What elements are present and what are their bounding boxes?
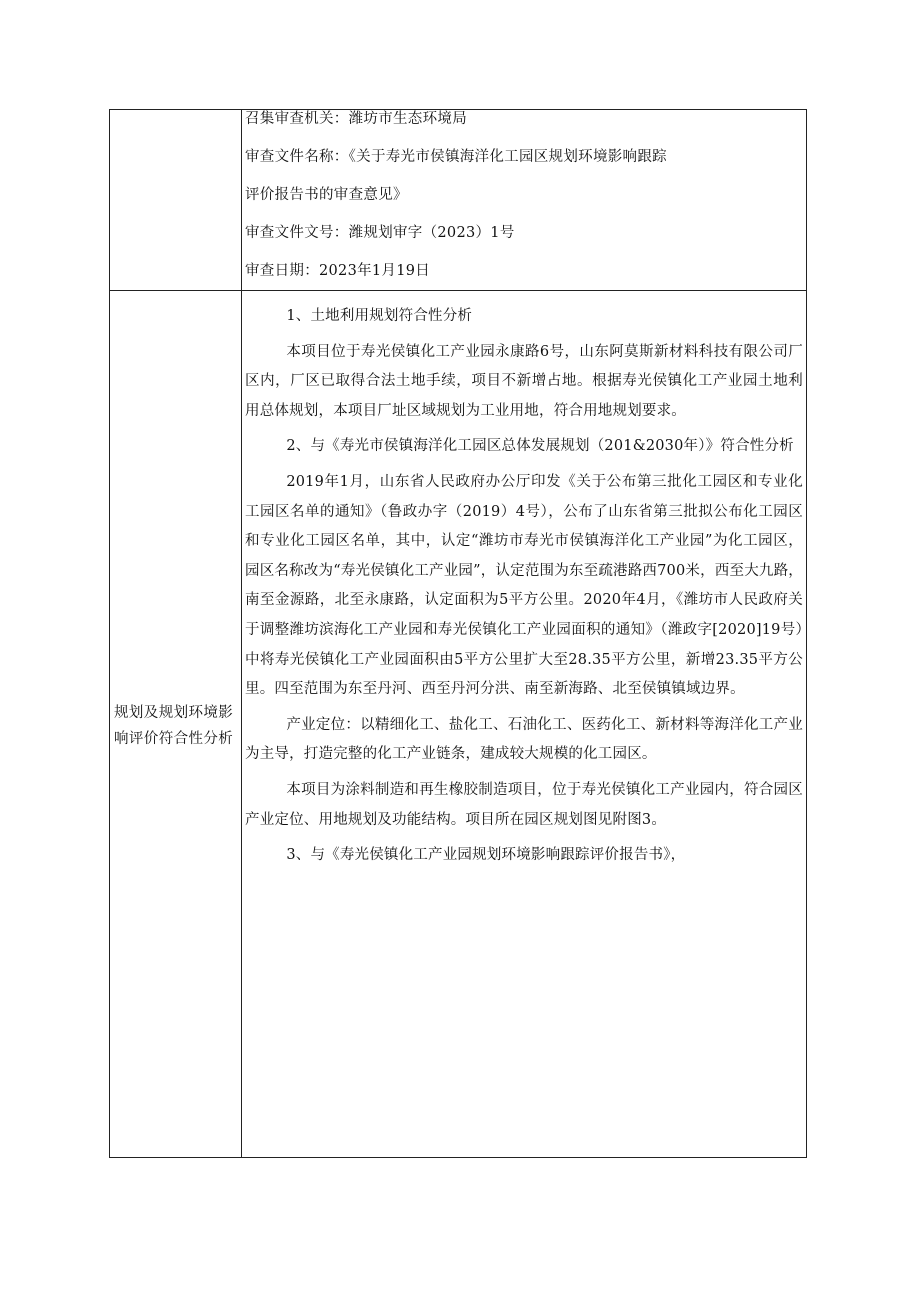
table-row-review-info [110,110,806,291]
review-meta [245,110,802,300]
heading-park-plan: 2、与《寿光市侯镇海洋化工园区总体发展规划（201&2030年）》符合性分析 [286,438,794,455]
table-row-compliance-analysis [110,291,806,1157]
left-cell-empty [110,110,242,290]
paragraph-land-use: 本项目位于寿光侯镇化工产业园永康路6号，山东阿莫斯新材料科技有限公司厂区内，厂区已取得合法土地手续，项目不新增占地。根据寿光侯镇化工产业园土地利用总体规划，本项目厂址区域规划为工业用地，符合用地规划要求。 [245,343,803,419]
paragraph-industry-positioning: 产业定位：以精细化工、盐化工、石油化工、医药化工、新材料等海洋化工产业为主导，打造完整的化工产业链条，建成较大规模的化工园区。 [245,716,803,763]
heading-land-use: 1、土地利用规划符合性分析 [286,308,473,324]
paragraph-park-history: 2019年1月，山东省人民政府办公厅印发《关于公布第三批化工园区和专业化工园区名单的通知》（鲁政办字（2019）4号），公布了山东省第三批拟公布化工园区和专业化工园区名单，其中，认定“潍坊市寿光市侯镇海洋化工产业园”为化工园区，园区名称改为“寿光侯镇化工产业园”，认定范围为东至疏港路西700米，西至大九路，南至金源路，北至永康路，认定面积为5平方公里。2020年4月，《潍坊市人民政府关于调整潍坊滨海化工产业园和寿光侯镇化工产业园面积的通知》（潍政字[2020]19号）中将寿光侯镇化工产业园面积由5平方公里扩大至28.35平方公里，新增23.35平方公里。四至范围为东至丹河、西至丹河分洪、南至新海路、北至侯镇镇域边界。 [245,473,803,698]
review-authority: 召集审查机关：潍坊市生态环境局 [245,111,467,127]
review-date: 审查日期：2023年1月19日 [245,263,431,279]
review-doc-number: 审查文件文号：潍规划审字（2023）1号 [245,225,515,241]
heading-eia-report: 3、与《寿光侯镇化工产业园规划环境影响跟踪评价报告书》， [286,847,686,864]
review-doc-name-line1: 审查文件名称：《关于寿光市侯镇海洋化工园区规划环境影响跟踪 [245,149,667,165]
paragraph-project-fit: 本项目为涂料制造和再生橡胶制造项目，位于寿光侯镇化工产业园内，符合园区产业定位、用地规划及功能结构。项目所在园区规划图见附图3。 [245,781,803,828]
right-cell-analysis [242,291,806,1157]
right-cell-review-info [242,110,806,290]
review-doc-name-line2: 评价报告书的审查意见》 [245,187,408,203]
section-label: 规划及规划环境影响评价符合性分析 [114,705,234,747]
document-table [109,109,807,1158]
left-cell-label [110,291,242,1157]
analysis-body [245,302,803,877]
